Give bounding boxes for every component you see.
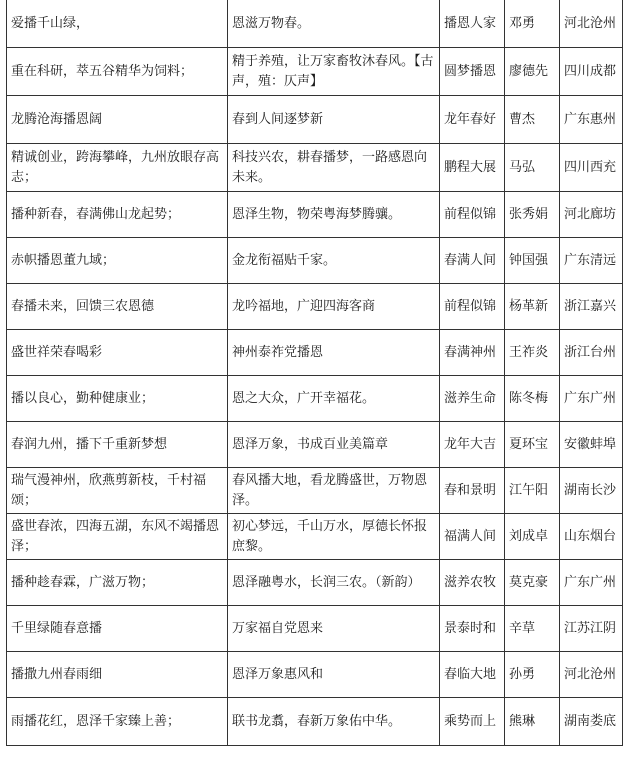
upper-line-cell: 盛世春浓，四海五湖，东风不竭播恩泽； <box>7 514 228 560</box>
lower-line-cell: 精于养殖，让万家畜牧沐春风。【古声，殖：仄声】 <box>228 48 440 96</box>
author-cell: 钟国强 <box>505 238 560 284</box>
place-cell: 江苏江阴 <box>560 606 623 652</box>
table-row <box>7 560 623 606</box>
table-row <box>7 376 623 422</box>
upper-line-cell: 播以良心，勤种健康业； <box>7 376 228 422</box>
upper-line-cell: 春润九州，播下千重新梦想 <box>7 422 228 468</box>
table-row <box>7 652 623 698</box>
upper-line-cell: 盛世祥荣春喝彩 <box>7 330 228 376</box>
author-cell: 熊琳 <box>505 698 560 746</box>
author-cell: 张秀娟 <box>505 192 560 238</box>
author-cell: 江午阳 <box>505 468 560 514</box>
author-cell: 夏环宝 <box>505 422 560 468</box>
lower-line-cell: 春风播大地，看龙腾盛世，万物恩泽。 <box>228 468 440 514</box>
place-cell: 安徽蚌埠 <box>560 422 623 468</box>
author-cell: 马弘 <box>505 144 560 192</box>
couplet-table <box>6 0 623 746</box>
upper-line-cell: 重在科研，萃五谷精华为饲料； <box>7 48 228 96</box>
place-cell: 湖南长沙 <box>560 468 623 514</box>
place-cell: 四川成都 <box>560 48 623 96</box>
lower-line-cell: 恩泽融粤水，长润三农。（新韵） <box>228 560 440 606</box>
table-row <box>7 330 623 376</box>
upper-line-cell: 播种新春，春满佛山龙起势； <box>7 192 228 238</box>
couplet-title-cell: 鹏程大展 <box>440 144 505 192</box>
upper-line-cell: 龙腾沧海播恩阔 <box>7 96 228 144</box>
couplet-title-cell: 播恩人家 <box>440 0 505 48</box>
table-row <box>7 48 623 96</box>
author-cell: 莫克豪 <box>505 560 560 606</box>
lower-line-cell: 联书龙翥，春新万象佑中华。 <box>228 698 440 746</box>
place-cell: 广东清远 <box>560 238 623 284</box>
upper-line-cell: 精诚创业，跨海攀峰，九州放眼存高志； <box>7 144 228 192</box>
table-row <box>7 422 623 468</box>
couplet-title-cell: 春满神州 <box>440 330 505 376</box>
upper-line-cell: 播种趁春霖，广滋万物； <box>7 560 228 606</box>
place-cell: 广东广州 <box>560 376 623 422</box>
place-cell: 广东广州 <box>560 560 623 606</box>
author-cell: 陈冬梅 <box>505 376 560 422</box>
couplet-title-cell: 春临大地 <box>440 652 505 698</box>
place-cell: 山东烟台 <box>560 514 623 560</box>
upper-line-cell: 爱播千山绿， <box>7 0 228 48</box>
table-row <box>7 144 623 192</box>
upper-line-cell: 播撒九州春雨细 <box>7 652 228 698</box>
table-row <box>7 192 623 238</box>
place-cell: 四川西充 <box>560 144 623 192</box>
place-cell: 河北沧州 <box>560 0 623 48</box>
lower-line-cell: 恩泽万象，书成百业美篇章 <box>228 422 440 468</box>
author-cell: 孙勇 <box>505 652 560 698</box>
author-cell: 廖德先 <box>505 48 560 96</box>
couplet-title-cell: 滋养生命 <box>440 376 505 422</box>
couplet-title-cell: 乘势而上 <box>440 698 505 746</box>
lower-line-cell: 万家福自党恩来 <box>228 606 440 652</box>
couplet-title-cell: 春满人间 <box>440 238 505 284</box>
lower-line-cell: 恩滋万物春。 <box>228 0 440 48</box>
couplet-title-cell: 前程似锦 <box>440 284 505 330</box>
upper-line-cell: 瑞气漫神州，欣燕剪新枝，千村福颂； <box>7 468 228 514</box>
table-row <box>7 606 623 652</box>
place-cell: 浙江台州 <box>560 330 623 376</box>
couplet-title-cell: 龙年春好 <box>440 96 505 144</box>
author-cell: 辛草 <box>505 606 560 652</box>
table-row <box>7 468 623 514</box>
couplet-title-cell: 景泰时和 <box>440 606 505 652</box>
table-row <box>7 238 623 284</box>
place-cell: 广东惠州 <box>560 96 623 144</box>
place-cell: 浙江嘉兴 <box>560 284 623 330</box>
table-row <box>7 284 623 330</box>
place-cell: 湖南娄底 <box>560 698 623 746</box>
table-row <box>7 698 623 746</box>
lower-line-cell: 神州泰祚党播恩 <box>228 330 440 376</box>
couplet-title-cell: 龙年大吉 <box>440 422 505 468</box>
lower-line-cell: 春到人间逐梦新 <box>228 96 440 144</box>
lower-line-cell: 科技兴农，耕春播梦，一路感恩向未来。 <box>228 144 440 192</box>
place-cell: 河北沧州 <box>560 652 623 698</box>
upper-line-cell: 雨播花红，恩泽千家臻上善； <box>7 698 228 746</box>
table-row <box>7 514 623 560</box>
upper-line-cell: 千里绿随春意播 <box>7 606 228 652</box>
couplet-title-cell: 圆梦播恩 <box>440 48 505 96</box>
table-row <box>7 96 623 144</box>
lower-line-cell: 恩泽万象惠风和 <box>228 652 440 698</box>
author-cell: 邓勇 <box>505 0 560 48</box>
couplet-title-cell: 福满人间 <box>440 514 505 560</box>
author-cell: 杨革新 <box>505 284 560 330</box>
couplet-title-cell: 春和景明 <box>440 468 505 514</box>
upper-line-cell: 春播未来，回馈三农恩德 <box>7 284 228 330</box>
table-row <box>7 0 623 48</box>
upper-line-cell: 赤帜播恩董九域； <box>7 238 228 284</box>
couplet-title-cell: 滋养农牧 <box>440 560 505 606</box>
couplet-table-body <box>7 0 623 746</box>
lower-line-cell: 金龙衔福贴千家。 <box>228 238 440 284</box>
place-cell: 河北廊坊 <box>560 192 623 238</box>
author-cell: 曹杰 <box>505 96 560 144</box>
lower-line-cell: 初心梦远，千山万水，厚德长怀报庶黎。 <box>228 514 440 560</box>
author-cell: 刘成卓 <box>505 514 560 560</box>
lower-line-cell: 恩泽生物，物荣粤海梦腾骧。 <box>228 192 440 238</box>
lower-line-cell: 龙吟福地，广迎四海客商 <box>228 284 440 330</box>
couplet-title-cell: 前程似锦 <box>440 192 505 238</box>
author-cell: 王祚炎 <box>505 330 560 376</box>
lower-line-cell: 恩之大众，广开幸福花。 <box>228 376 440 422</box>
